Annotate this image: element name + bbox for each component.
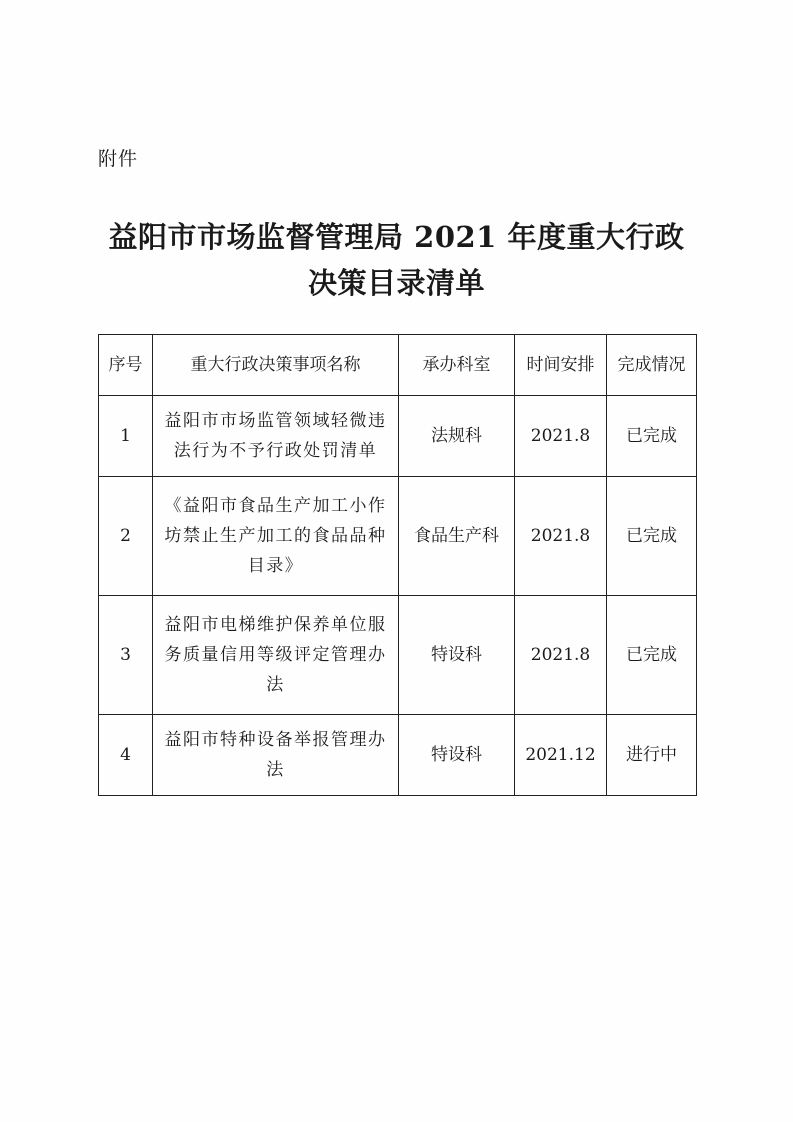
row-decision-name: 《益阳市食品生产加工小作坊禁止生产加工的食品品种目录》 (153, 477, 399, 596)
row-schedule: 2021.8 (515, 596, 607, 715)
row-status: 已完成 (607, 596, 697, 715)
row-serial-number: 2 (99, 477, 153, 596)
row-decision-name: 益阳市电梯维护保养单位服务质量信用等级评定管理办法 (153, 596, 399, 715)
header-schedule: 时间安排 (515, 335, 607, 396)
row-schedule: 2021.8 (515, 477, 607, 596)
row-status: 已完成 (607, 396, 697, 477)
table-row (99, 715, 697, 796)
header-department: 承办科室 (399, 335, 515, 396)
row-decision-name: 益阳市特种设备举报管理办法 (153, 715, 399, 796)
row-serial-number: 4 (99, 715, 153, 796)
row-decision-name: 益阳市市场监管领域轻微违法行为不予行政处罚清单 (153, 396, 399, 477)
header-decision-name: 重大行政决策事项名称 (153, 335, 399, 396)
table-row (99, 596, 697, 715)
row-department: 食品生产科 (399, 477, 515, 596)
row-status: 进行中 (607, 715, 697, 796)
header-serial-number: 序号 (99, 335, 153, 396)
row-department: 特设科 (399, 596, 515, 715)
document-title-line-2: 决策目录清单 (307, 266, 485, 300)
header-status: 完成情况 (607, 335, 697, 396)
row-schedule: 2021.8 (515, 396, 607, 477)
row-status: 已完成 (607, 477, 697, 596)
document-title-line-1: 益阳市市场监督管理局 2021 年度重大行政 (108, 220, 685, 254)
row-department: 法规科 (399, 396, 515, 477)
attachment-label: 附件 (98, 148, 139, 170)
row-serial-number: 3 (99, 596, 153, 715)
row-schedule: 2021.12 (515, 715, 607, 796)
table-row (99, 396, 697, 477)
table-header-row (99, 335, 697, 396)
document-title (80, 214, 713, 306)
table-row (99, 477, 697, 596)
row-department: 特设科 (399, 715, 515, 796)
row-serial-number: 1 (99, 396, 153, 477)
decision-list-table (98, 334, 697, 796)
